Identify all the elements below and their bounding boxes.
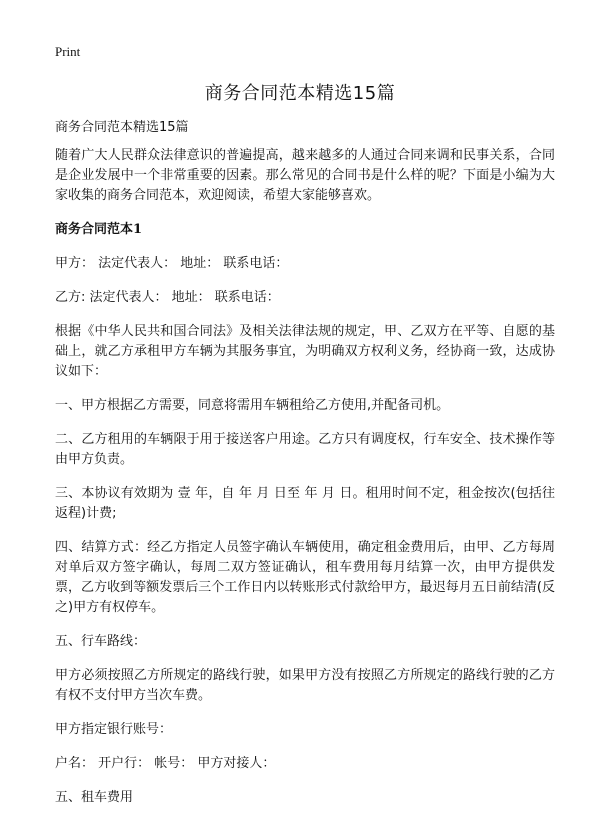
print-link[interactable]: Print — [55, 44, 81, 59]
party-a-line: 甲方： 法定代表人： 地址： 联系电话： — [55, 256, 289, 271]
account-details-line: 户名： 开户行： 帐号： 甲方对接人： — [55, 756, 276, 771]
clause-1: 一、甲方根据乙方需要，同意将需用车辆租给乙方使用,并配备司机。 — [55, 398, 450, 413]
legal-basis-paragraph: 根据《中华人民共和国合同法》及相关法律法规的规定，甲、乙双方在平等、自愿的基础上，就乙方承租甲方车辆为其服务事宜，为明确双方权利义务，经协商一致，达成协议如下： — [55, 324, 555, 379]
party-b-line: 乙方: 法定代表人： 地址： 联系电话： — [55, 290, 280, 305]
intro-paragraph: 随着广大人民群众法律意识的普遍提高，越来越多的人通过合同来调和民事关系，合同是企业发展中一个非常重要的因素。那么常见的合同书是什么样的呢？下面是小编为大家收集的商务合同范本，欢迎阅读，希望大家能够喜欢。 — [55, 148, 555, 203]
rental-fee-heading: 五、租车费用 — [55, 790, 134, 805]
document-subtitle: 商务合同范本精选15篇 — [55, 120, 189, 135]
clause-5-heading: 五、行车路线： — [55, 634, 147, 649]
page-title: 商务合同范本精选15篇 — [204, 83, 396, 104]
route-paragraph: 甲方必须按照乙方所规定的路线行驶，如果甲方没有按照乙方所规定的路线行驶的乙方有权不支付甲方当次车费。 — [55, 668, 555, 703]
clause-2: 二、乙方租用的车辆限于用于接送客户用途。乙方只有调度权，行车安全、技术操作等由甲方负责。 — [55, 432, 555, 467]
clause-4: 四、结算方式：经乙方指定人员签字确认车辆使用，确定租金费用后，由甲、乙方每周对单后双方签字确认，每周二双方签证确认，租车费用每月结算一次，由甲方提供发票，乙方收到等额发票后三个工作日内以转账形式付款给甲方，最迟每月五日前结清(反之)甲方有权停车。 — [55, 540, 555, 615]
section-heading: 商务合同范本1 — [55, 222, 143, 237]
bank-account-line: 甲方指定银行账号： — [55, 722, 173, 737]
document-body — [55, 118, 555, 822]
clause-3: 三、本协议有效期为 壹 年，自 年 月 日至 年 月 日。租用时间不定，租金按次(包括往返程)计费; — [55, 486, 555, 521]
